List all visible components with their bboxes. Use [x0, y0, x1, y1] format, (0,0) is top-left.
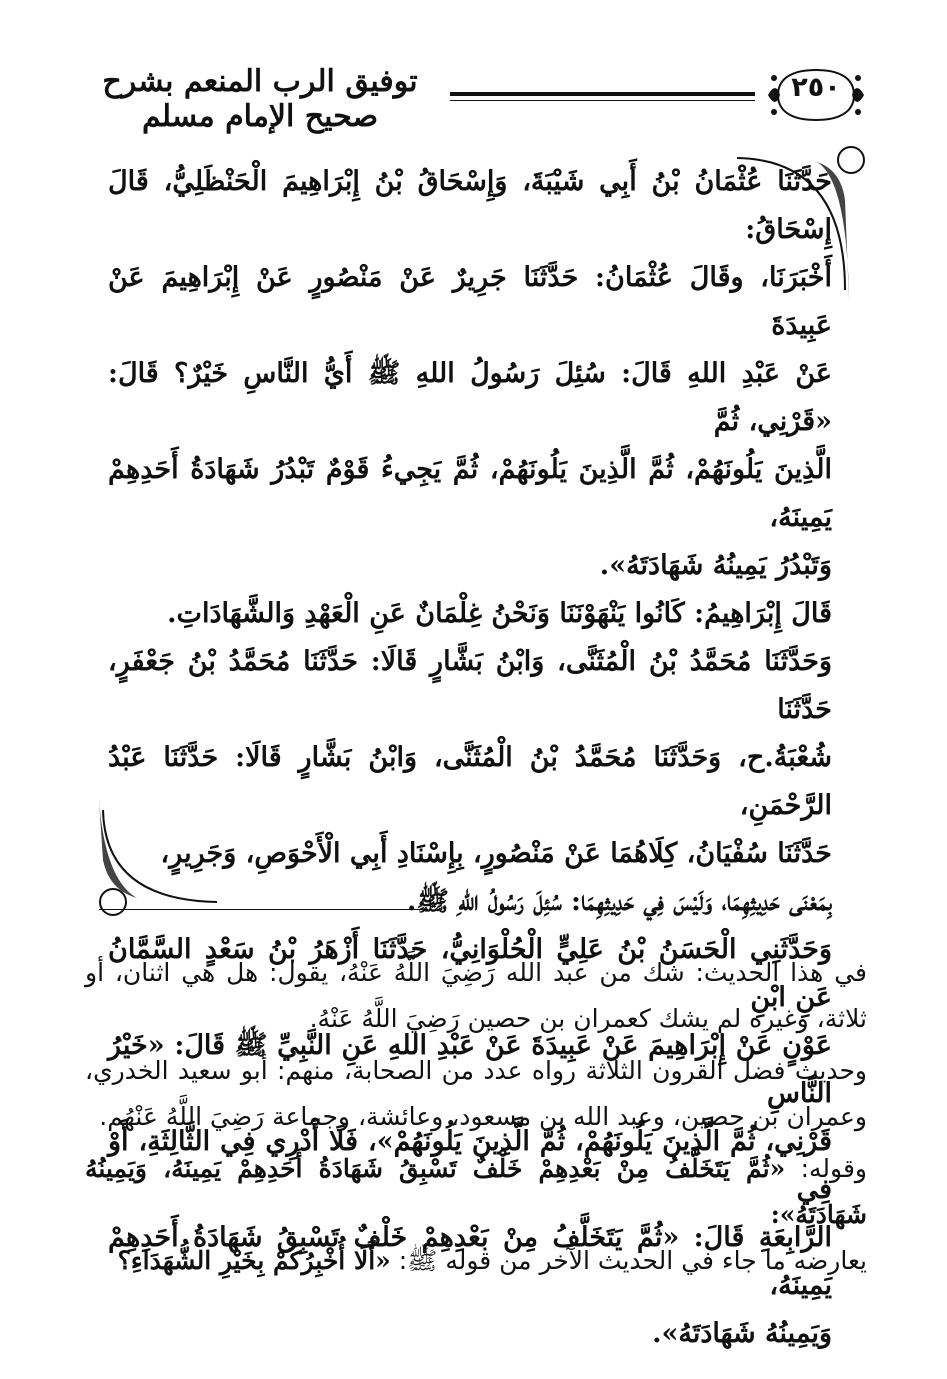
page-header — [90, 58, 870, 134]
hadith-line: وَحَدَّثَنَا مُحَمَّدُ بْنُ الْمُثَنَّى، وَابْنُ بَشَّارٍ قَالَا: حَدَّثَنَا مُحَمَّدُ بْنُ جَعْفَرٍ، حَدَّثَنَا — [108, 646, 832, 725]
hadith-line: عَوْنٍ عَنْ إِبْرَاهِيمَ عَنْ عَبِيدَةَ عَنْ عَبْدِ اللهِ عَنِ النَّبِيِّ ﷺ قَالَ: «خَيْرُ النَّاسِ — [108, 1030, 832, 1109]
page-number: ٢٥٠ — [791, 72, 841, 103]
commentary-intro: يعارضه ما جاء في الحديث الآخر من قوله ﷺ: — [390, 1246, 867, 1275]
hadith-line: حَدَّثَنَا سُفْيَانُ، كِلَاهُمَا عَنْ مَنْصُورٍ، بِإِسْنَادِ أَبِي الْأَحْوَصِ، وَجَرِيرٍ، — [160, 838, 832, 869]
hadith-line: عَنْ عَبْدِ اللهِ قَالَ: سُئِلَ رَسُولُ اللهِ ﷺ أَيُّ النَّاسِ خَيْرٌ؟ قَالَ: «قَرْنِي، ثُمَّ — [108, 358, 832, 437]
commentary-intro: وقوله: — [785, 1154, 867, 1183]
quoted-hadith: «أَلَا أُخْبِرُكُمْ بِخَيْرِ الشُّهَدَاءِ؟ — [117, 1246, 391, 1275]
hadith-line: الرَّابِعَةِ قَالَ: «ثُمَّ يَتَخَلَّفُ مِنْ بَعْدِهِمْ خَلْفٌ تَسْبِقُ شَهَادَةُ أَحَدِهِمْ يَمِينَهُ، — [108, 1222, 832, 1301]
hadith-line: قَرْنِي، ثُمَّ الَّذِينَ يَلُونَهُمْ، ثُمَّ الَّذِينَ يَلُونَهُمْ»، فَلَا أَدْرِي فِي الثَّالِثَةِ، أَوْ فِي — [108, 1126, 832, 1205]
header-rule-thin — [450, 100, 755, 101]
hadith-line: بِمَعْنَى حَدِيثِهِمَا، وَلَيْسَ فِي حَدِيثِهِمَا: سُئِلَ رَسُولُ اللهِ ﷺ. — [406, 886, 832, 917]
commentary-paragraph: في هذا الحديث: شك من عبد الله رَضِيَ اللَّهُ عَنْهُ، يقول: هل هي اثنان، أو ثلاثة، وغيره لم يشك كعمران بن حصين رَضِيَ اللَّهُ عَنْهُ. — [85, 958, 867, 1033]
hadith-line: قَالَ إِبْرَاهِيمُ: كَانُوا يَنْهَوْنَنَا وَنَحْنُ غِلْمَانٌ عَنِ الْعَهْدِ وَالشَّهَادَاتِ. — [167, 598, 832, 629]
commentary-paragraph: وحديث فضل القرون الثلاثة رواه عدد من الصحابة، منهم: أبو سعيد الخدري، وعمران بن حصين، وعبد الله بن مسعود، وعائشة، وجماعة رَضِيَ اللَّهُ عَنْهُم. — [85, 1056, 867, 1131]
hadith-line: الَّذِينَ يَلُونَهُمْ، ثُمَّ الَّذِينَ يَلُونَهُمْ، ثُمَّ يَجِيءُ قَوْمٌ تَبْدُرُ شَهَادَةُ أَحَدِهِمْ يَمِينَهُ، — [108, 454, 832, 533]
footnote-separator — [99, 909, 425, 910]
book-title: توفيق الرب المنعم بشرح صحيح الإمام مسلم — [102, 64, 418, 134]
hadith-line: وَيَمِينُهُ شَهَادَتَهُ». — [652, 1318, 832, 1349]
hadith-line: وَحَدَّثَنِي الْحَسَنُ بْنُ عَلِيٍّ الْحُلْوَانِيُّ، حَدَّثَنَا أَزْهَرُ بْنُ سَعْدٍ السَّمَّانُ عَنِ ابْنِ — [108, 934, 832, 1013]
hadith-line: شُعْبَةُ.ح، وَحَدَّثَنَا مُحَمَّدُ بْنُ الْمُثَنَّى، وَابْنُ بَشَّارٍ قَالَا: حَدَّثَنَا عَبْدُ الرَّحْمَنِ، — [108, 742, 832, 821]
hadith-line: حَدَّثَنَا عُثْمَانُ بْنُ أَبِي شَيْبَةَ، وَإِسْحَاقُ بْنُ إِبْرَاهِيمَ الْحَنْظَلِيُّ، قَالَ إِسْحَاقُ: — [108, 166, 832, 245]
quoted-hadith: «ثُمَّ يَتَخَلَّفُ مِنْ بَعْدِهِمْ خَلْفٌ تَسْبِقُ شَهَادَةُ أَحَدِهِمْ يَمِينَهُ، وَيَمِينُهُ شَهَادَتَهُ»: — [85, 1154, 867, 1229]
hadith-line: وَتَبْدُرُ يَمِينُهُ شَهَادَتَهُ». — [599, 550, 832, 581]
commentary-paragraph — [85, 1146, 867, 1284]
hadith-line: أَخْبَرَنَا، وقَالَ عُثْمَانُ: حَدَّثَنَا جَرِيرٌ عَنْ مَنْصُورٍ عَنْ إِبْرَاهِيمَ عَنْ عَبِيدَةَ — [108, 262, 832, 341]
header-rule-thick — [450, 92, 755, 96]
commentary — [85, 950, 867, 1290]
